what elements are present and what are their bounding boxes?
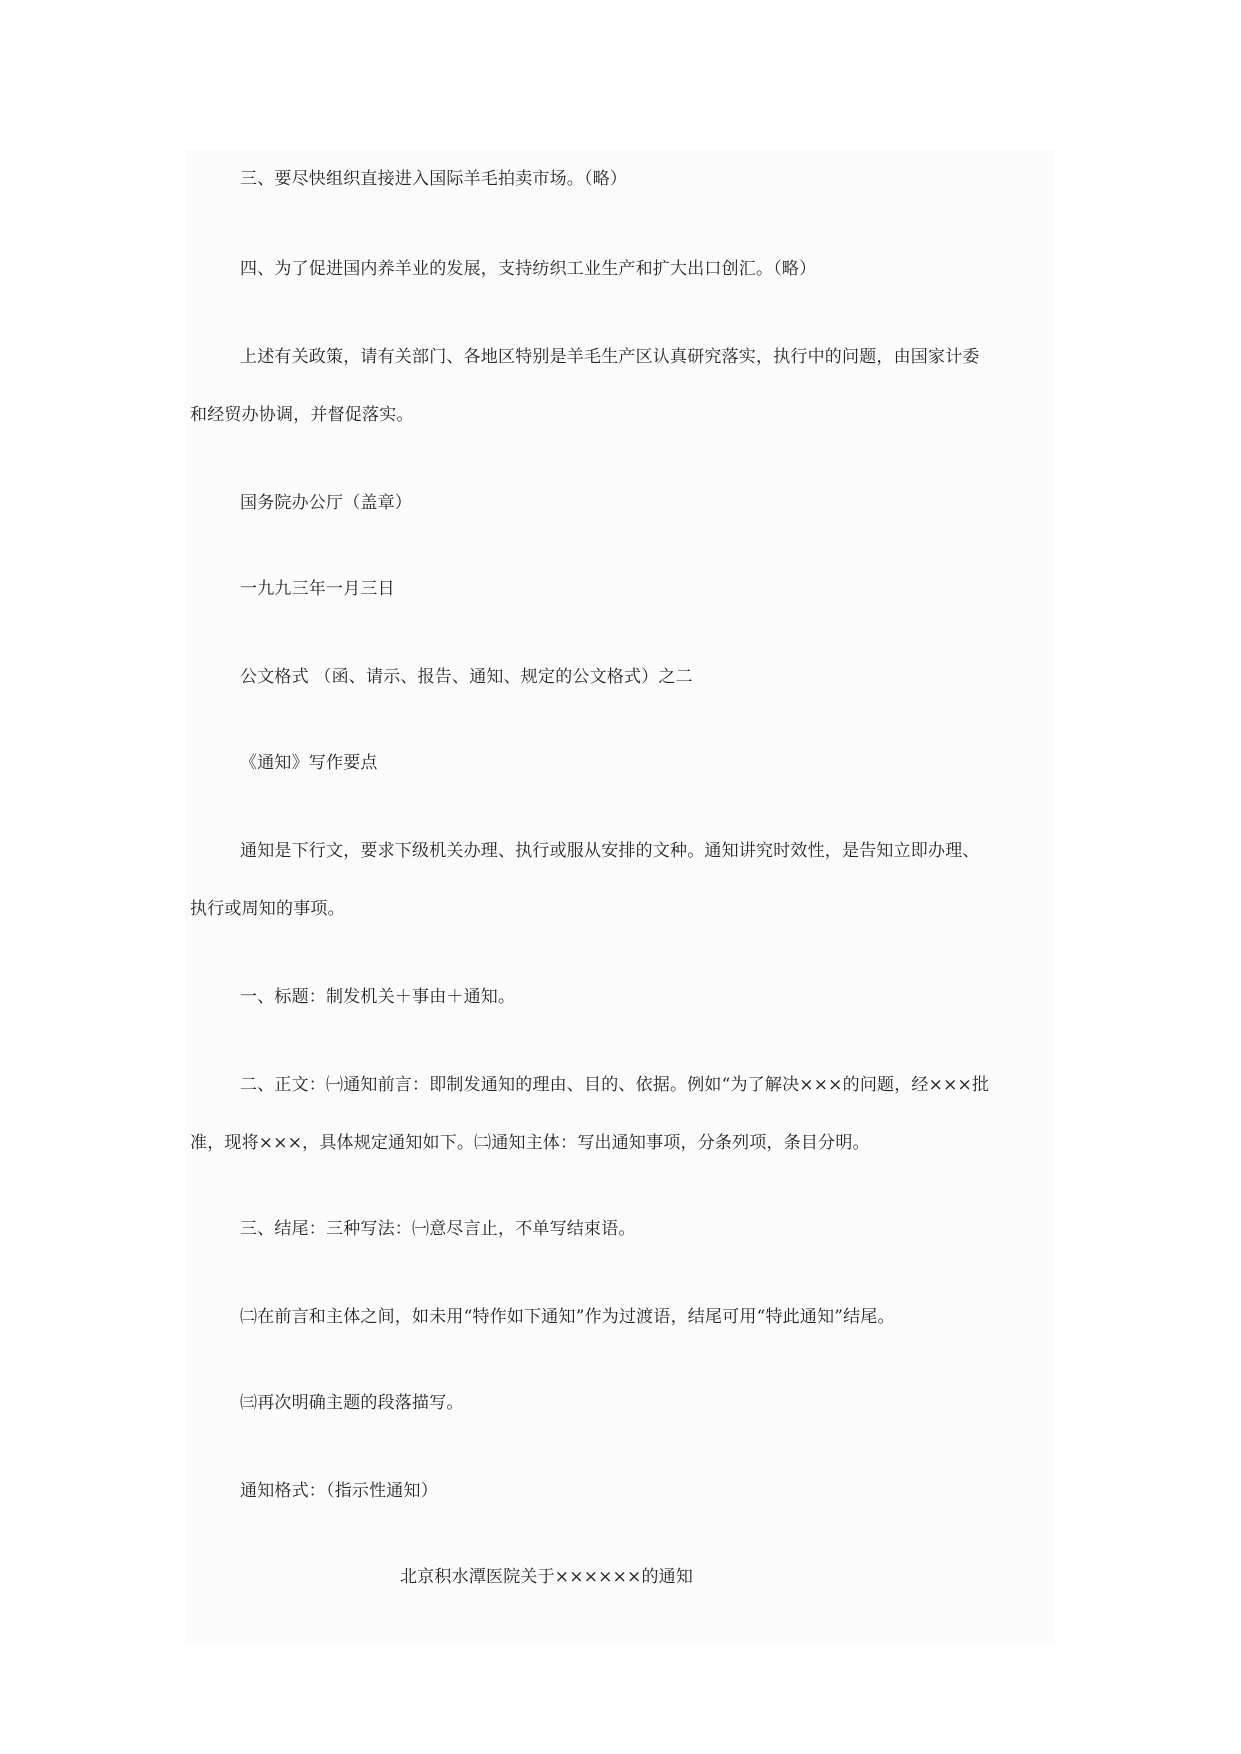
notice-format-label: 通知格式：（指示性通知） [240,1481,438,1501]
notice-definition-line-1: 通知是下行文，要求下级机关办理、执行或服从安排的文种。通知讲究时效性，是告知立即办理、 [240,841,980,861]
notice-sample-title: 北京积水潭医院关于××××××的通知 [400,1567,694,1587]
issuer-line: 国务院办公厅（盖章） [240,493,412,513]
section-heading-notice-points: 《通知》写作要点 [240,753,378,773]
date-line: 一九九三年一月三日 [240,579,395,599]
paragraph-policy-line-1: 上述有关政策，请有关部门、各地区特别是羊毛生产区认真研究落实，执行中的问题，由国家计委 [240,347,980,367]
notice-definition-line-2: 执行或周知的事项。 [190,899,345,919]
paragraph-item-4: 四、为了促进国内养羊业的发展，支持纺织工业生产和扩大出口创汇。（略） [240,259,817,279]
notice-body-rule-line-2: 准，现将×××，具体规定通知如下。㈡通知主体：写出通知事项，分条列项，条目分明。 [190,1133,870,1153]
notice-body-rule-line-1: 二、正文：㈠通知前言：即制发通知的理由、目的、依据。例如“为了解决×××的问题，经×××批 [240,1075,990,1095]
notice-ending-option-3: ㈢再次明确主题的段落描写。 [240,1393,464,1413]
notice-ending-rule: 三、结尾：三种写法：㈠意尽言止，不单写结束语。 [240,1219,636,1239]
paragraph-policy-line-2: 和经贸办协调，并督促落实。 [190,405,414,425]
notice-ending-option-2: ㈡在前言和主体之间，如未用“特作如下通知”作为过渡语，结尾可用“特此通知”结尾。 [240,1307,895,1327]
section-heading-format: 公文格式 （函、请示、报告、通知、规定的公文格式）之二 [240,667,693,687]
paragraph-item-3: 三、要尽快组织直接进入国际羊毛拍卖市场。（略） [240,169,628,189]
notice-title-rule: 一、标题：制发机关＋事由＋通知。 [240,987,516,1007]
